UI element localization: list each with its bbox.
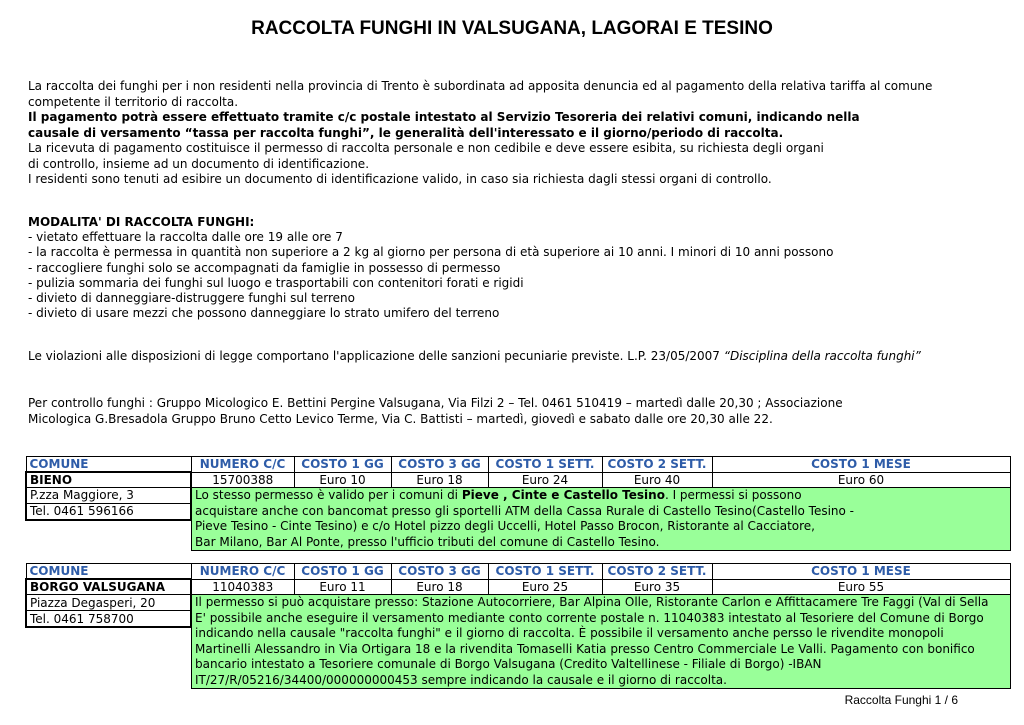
intro-line: di controllo, insieme ad un documento di identificazione.	[28, 156, 370, 171]
intro-payment-line: causale di versamento “tassa per raccolta funghi”, le generalità dell'interessato e il giorno/periodo di raccolta.	[28, 125, 784, 140]
modalita-item: - pulizia sommaria dei funghi sul luogo e trasportabili con contenitori forati e rigidi	[28, 275, 524, 290]
note-text: Lo stesso permesso è valido per i comuni di	[195, 488, 462, 502]
violazioni-text: Le violazioni alle disposizioni di legge comportano l'applicazione delle sanzioni pecuniarie previste. L.P. 23/05/2007	[28, 349, 724, 363]
note-line: Pieve Tesino - Cinte Tesino) e c/o Hotel pizzo degli Uccelli, Hotel Passo Brocon, Ristorante al Cacciatore,	[195, 519, 815, 533]
intro-line: La ricevuta di pagamento costituisce il permesso di raccolta personale e non cedibile e deve essere esibita, su richiesta degli organi	[28, 141, 824, 155]
header-comune: COMUNE	[26, 457, 191, 473]
note-line: Bar Milano, Bar Al Ponte, presso l'ufficio tributi del comune di Castello Tesino.	[195, 534, 660, 549]
intro-line: I residenti sono tenuti ad esibire un documento di identificazione valido, in caso sia richiesta dagli stessi organi di controllo.	[28, 172, 772, 186]
note-line: acquistare anche con bancomat presso gli sportelli ATM della Cassa Rurale di Castello Tesino(Castello Tesino -	[195, 503, 854, 518]
cost-cell: Euro 55	[712, 579, 1010, 595]
cost-cell: Euro 10	[294, 472, 391, 488]
comune-note	[191, 595, 1010, 689]
comune-name: BORGO VALSUGANA	[26, 579, 191, 595]
comune-phone: Tel. 0461 596166	[26, 503, 191, 519]
cost-cell: Euro 25	[488, 579, 602, 595]
note-text: . I permessi si possono	[664, 488, 802, 502]
empty-cell	[26, 520, 191, 536]
cost-cell: Euro 24	[488, 472, 602, 488]
modalita-heading: MODALITA' DI RACCOLTA FUNGHI:	[28, 215, 255, 229]
comune-phone: Tel. 0461 758700	[26, 611, 191, 628]
comune-table-borgo	[25, 563, 1011, 689]
comune-address: Piazza Degasperi, 20	[26, 595, 191, 611]
modalita-item: - divieto di danneggiare-distruggere funghi sul terreno	[28, 291, 355, 306]
comune-table-bieno	[25, 456, 1011, 551]
header-costo-1sett: COSTO 1 SETT.	[488, 457, 602, 473]
modalita-item: - divieto di usare mezzi che possono danneggiare lo strato umifero del terreno	[28, 306, 500, 321]
note-bold-comuni: Pieve , Cinte e Castello Tesino	[461, 488, 665, 502]
cost-cell: Euro 11	[294, 579, 391, 595]
note-line: IT/27/R/05216/34400/000000000453 sempre indicando la causale e il giorno di raccolta.	[195, 672, 727, 687]
note-line: Martinelli Alessandro in Via Ortigara 18 e la rivendita Tomaselli Katia presso Centro Commerciale Le Valli. Pagamento con bonifico	[195, 641, 975, 656]
table-row	[26, 595, 1010, 611]
cost-cell: Euro 35	[602, 579, 712, 595]
page-footer: Raccolta Funghi 1 / 6	[844, 693, 958, 707]
comune-address: P.zza Maggiore, 3	[26, 488, 191, 504]
violazioni-paragraph	[28, 349, 1008, 364]
page-title: RACCOLTA FUNGHI IN VALSUGANA, LAGORAI E TESINO	[251, 18, 773, 39]
intro-line: competente il territorio di raccolta.	[28, 94, 239, 109]
comune-name: BIENO	[26, 472, 191, 488]
note-line: Il permesso si può acquistare presso: Stazione Autocorriere, Bar Alpina Olle, Ristorante Carlon e Affittacamere Tre Faggi (Val di Sella	[195, 595, 989, 609]
header-numero-cc: NUMERO C/C	[191, 564, 294, 580]
cost-cell: Euro 40	[602, 472, 712, 488]
law-title: “Disciplina della raccolta funghi”	[723, 349, 921, 363]
empty-cell	[26, 658, 191, 673]
modalita-item: - vietato effettuare la raccolta dalle ore 19 alle ore 7	[28, 230, 343, 245]
header-costo-2sett: COSTO 2 SETT.	[602, 564, 712, 580]
cc-number: 11040383	[191, 579, 294, 595]
comune-note	[191, 488, 1010, 551]
header-comune: COMUNE	[26, 564, 191, 580]
cost-cell: Euro 18	[391, 579, 488, 595]
header-costo-3gg: COSTO 3 GG	[391, 457, 488, 473]
intro-section	[28, 79, 1008, 188]
note-line: E' possibile anche eseguire il versamento mediante conto corrente postale n. 11040383 intestato al Tesoriere del Comune di Borgo	[195, 610, 984, 625]
intro-payment-line: Il pagamento potrà essere effettuato tramite c/c postale intestato al Servizio Tesoreria dei relativi comuni, indicando nella	[28, 110, 860, 124]
header-costo-3gg: COSTO 3 GG	[391, 564, 488, 580]
header-costo-2sett: COSTO 2 SETT.	[602, 457, 712, 473]
header-costo-1mese: COSTO 1 MESE	[712, 564, 1010, 580]
table-row	[26, 472, 1010, 488]
note-line: bancario intestato a Tesoriere comunale di Borgo Valsugana (Credito Valtellinese - Filiale di Borgo) -IBAN	[195, 657, 822, 671]
intro-line: La raccolta dei funghi per i non residenti nella provincia di Trento è subordinata ad apposita denuncia ed al pagamento della relativa tariffa al comune	[28, 79, 933, 93]
header-costo-1gg: COSTO 1 GG	[294, 457, 391, 473]
cost-cell: Euro 60	[712, 472, 1010, 488]
note-line: indicando nella causale "raccolta funghi" e il giorno di raccolta. È possibile il versamento anche persso le rivendite monopoli	[195, 626, 944, 640]
table-header-row	[26, 457, 1010, 473]
modalita-item: - raccogliere funghi solo se accompagnati da famiglie in possesso di permesso	[28, 260, 501, 275]
controllo-paragraph	[28, 396, 1008, 427]
header-numero-cc: NUMERO C/C	[191, 457, 294, 473]
modalita-section	[28, 215, 1008, 321]
empty-cell	[26, 627, 191, 643]
empty-cell	[26, 536, 191, 551]
empty-cell	[26, 643, 191, 658]
header-costo-1sett: COSTO 1 SETT.	[488, 564, 602, 580]
modalita-item: - la raccolta è permessa in quantità non superiore a 2 kg al giorno per persona di età superiore ai 10 anni. I minori di 10 anni possono	[28, 245, 834, 260]
empty-cell	[26, 673, 191, 688]
controllo-line: Micologica G.Bresadola Gruppo Bruno Cetto Levico Terme, Via C. Battisti – martedì, giovedì e sabato dalle ore 20,30 alle 22.	[28, 411, 773, 426]
header-costo-1gg: COSTO 1 GG	[294, 564, 391, 580]
controllo-line: Per controllo funghi : Gruppo Micologico E. Bettini Pergine Valsugana, Via Filzi 2 – Tel. 0461 510419 – martedì dalle 20,30 ; Associazione	[28, 396, 843, 410]
cc-number: 15700388	[191, 472, 294, 488]
table-row	[26, 488, 1010, 504]
table-header-row	[26, 564, 1010, 580]
note-line	[195, 488, 1007, 504]
cost-cell: Euro 18	[391, 472, 488, 488]
header-costo-1mese: COSTO 1 MESE	[712, 457, 1010, 473]
table-row	[26, 579, 1010, 595]
